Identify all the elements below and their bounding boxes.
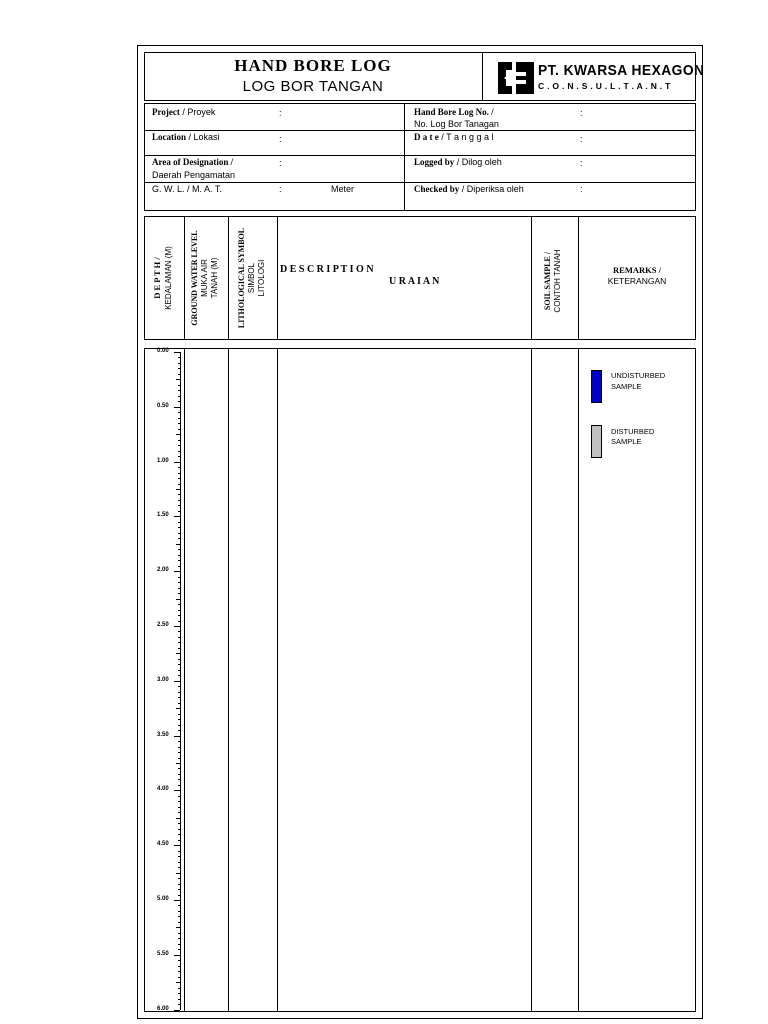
depth-tick-label: 2.00: [157, 567, 169, 574]
depth-header: D E P T H / KEDALAMAN (M): [152, 246, 173, 310]
depth-tick-label: 3.00: [157, 676, 169, 683]
depth-tick: [178, 588, 181, 589]
depth-tick: [178, 675, 181, 676]
depth-tick-label: 5.00: [157, 896, 169, 902]
depth-tick: [178, 533, 181, 534]
depth-tick: [176, 544, 180, 545]
depth-tick: [178, 1004, 181, 1005]
depth-tick: [178, 610, 181, 611]
depth-tick: [174, 626, 180, 627]
depth-tick: [178, 418, 181, 419]
depth-tick: [178, 582, 181, 583]
undisturbed-label-1: UNDISTURBED: [611, 371, 666, 380]
depth-tick: [178, 905, 181, 906]
logged-label: Logged by / Dilog oleh: [414, 157, 502, 167]
logged-colon: :: [580, 158, 583, 168]
undisturbed-label-2: SAMPLE: [611, 382, 642, 391]
depth-tick: [174, 681, 180, 682]
depth-tick: [174, 845, 180, 846]
depth-tick: [178, 993, 181, 994]
depth-tick-label: 4.50: [157, 841, 169, 848]
depth-tick: [178, 456, 181, 457]
depth-tick: [178, 889, 181, 890]
depth-tick: [176, 927, 180, 928]
depth-tick: [176, 379, 180, 380]
depth-tick: [178, 785, 181, 786]
depth-tick: [176, 982, 180, 983]
depth-tick: [178, 851, 181, 852]
depth-tick: [178, 741, 181, 742]
depth-tick-label: 1.00: [157, 457, 169, 464]
disturbed-sample-swatch: [591, 425, 602, 458]
depth-tick: [178, 812, 181, 813]
depth-tick: [178, 966, 181, 967]
depth-tick: [178, 451, 181, 452]
depth-tick: [178, 714, 181, 715]
depth-tick: [178, 922, 181, 923]
description-header: D E S C R I P T I O N: [280, 264, 374, 275]
depth-tick: [178, 878, 181, 879]
col-header-line-3: [277, 216, 278, 340]
depth-tick: [178, 604, 181, 605]
depth-tick: [178, 505, 181, 506]
depth-tick: [178, 631, 181, 632]
depth-tick: [174, 516, 180, 517]
uraian-header: U R A I A N: [389, 276, 440, 287]
depth-tick: [178, 473, 181, 474]
depth-tick: [178, 862, 181, 863]
depth-tick: [178, 494, 181, 495]
checked-label: Checked by / Diperiksa oleh: [414, 184, 524, 194]
depth-tick: [178, 357, 181, 358]
title-divider: [482, 52, 483, 101]
depth-tick: [178, 747, 181, 748]
depth-tick: [178, 385, 181, 386]
soil-sample-header: SOIL SAMPLE / CONTOH TANAH: [543, 249, 562, 313]
col-header-line-2: [228, 216, 229, 340]
depth-tick: [178, 401, 181, 402]
checked-colon: :: [580, 184, 583, 194]
depth-tick: [178, 730, 181, 731]
depth-tick: [178, 412, 181, 413]
depth-tick: [176, 434, 180, 435]
depth-tick: [178, 363, 181, 364]
depth-tick: [178, 779, 181, 780]
depth-tick: [178, 796, 181, 797]
depth-tick: [178, 615, 181, 616]
title-en: HAND BORE LOG: [234, 56, 392, 75]
remarks-header: REMARKS /: [613, 265, 661, 275]
depth-tick: [178, 659, 181, 660]
depth-tick: [178, 484, 181, 485]
depth-tick: [178, 396, 181, 397]
depth-tick: [174, 900, 180, 901]
depth-tick: [178, 884, 181, 885]
logno-label-en: Hand Bore Log No. /: [414, 107, 494, 117]
undisturbed-sample-swatch: [591, 370, 602, 403]
area-colon: :: [279, 158, 282, 168]
gwl-label: G. W. L. / M. A. T.: [152, 184, 222, 194]
depth-tick: [176, 653, 180, 654]
depth-tick-label: 3.50: [157, 731, 169, 738]
date-label: D a t e / T a n g g a l: [414, 132, 494, 142]
depth-tick: [174, 955, 180, 956]
depth-tick-label: 5.50: [157, 950, 169, 957]
body-line-4: [531, 348, 532, 1012]
depth-tick: [178, 829, 181, 830]
depth-tick: [178, 752, 181, 753]
depth-tick: [178, 642, 181, 643]
body-line-3: [277, 348, 278, 1012]
depth-tick: [178, 445, 181, 446]
depth-tick: [178, 834, 181, 835]
project-colon: :: [279, 108, 282, 118]
depth-tick: [178, 648, 181, 649]
depth-tick: [178, 807, 181, 808]
depth-tick: [178, 478, 181, 479]
depth-tick: [178, 664, 181, 665]
depth-tick-label: 6.00: [157, 1005, 169, 1012]
depth-tick: [178, 801, 181, 802]
depth-tick: [178, 467, 181, 468]
depth-tick: [178, 670, 181, 671]
info-divider: [404, 103, 405, 211]
depth-tick: [178, 933, 181, 934]
depth-tick: [178, 374, 181, 375]
depth-tick: [178, 725, 181, 726]
depth-tick: [176, 763, 180, 764]
depth-tick: [178, 390, 181, 391]
date-colon: :: [580, 134, 583, 144]
depth-tick: [176, 489, 180, 490]
depth-tick: [178, 637, 181, 638]
col-header-line-1: [184, 216, 185, 340]
depth-tick: [178, 867, 181, 868]
depth-tick: [178, 686, 181, 687]
body-line-5: [578, 348, 579, 1012]
depth-tick: [176, 708, 180, 709]
location-colon: :: [279, 134, 282, 144]
depth-tick: [178, 895, 181, 896]
depth-tick: [178, 703, 181, 704]
depth-tick: [178, 368, 181, 369]
depth-tick: [178, 560, 181, 561]
project-label: Project / Proyek: [152, 107, 216, 117]
depth-tick: [178, 971, 181, 972]
location-label: Location / Lokasi: [152, 132, 220, 142]
depth-tick: [174, 407, 180, 408]
depth-tick: [178, 719, 181, 720]
depth-tick: [178, 960, 181, 961]
depth-tick: [178, 566, 181, 567]
depth-tick-label: 4.00: [157, 786, 169, 793]
depth-tick: [174, 1010, 180, 1011]
company-subtitle: C . O . N . S . U . L . T . A . N . T: [538, 81, 671, 91]
depth-tick: [178, 555, 181, 556]
depth-tick: [178, 856, 181, 857]
body-line-1: [184, 348, 185, 1012]
gwl-header: GROUND WATER LEVEL MUKA AIR TANAH (M): [190, 230, 219, 326]
depth-tick: [174, 462, 180, 463]
depth-tick: [178, 911, 181, 912]
company-name: PT. KWARSA HEXAGON: [538, 62, 705, 79]
info-row-line-2: [144, 155, 696, 156]
depth-tick: [178, 758, 181, 759]
depth-tick: [178, 692, 181, 693]
title-id: LOG BOR TANGAN: [242, 78, 384, 95]
area-label-id: Daerah Pengamatan: [152, 170, 236, 180]
depth-tick: [174, 736, 180, 737]
info-row-line-3: [144, 182, 696, 183]
depth-tick: [178, 511, 181, 512]
depth-tick: [178, 697, 181, 698]
depth-tick: [178, 593, 181, 594]
depth-tick: [178, 988, 181, 989]
col-header-line-4: [531, 216, 532, 340]
logno-colon: :: [580, 108, 583, 118]
depth-tick: [178, 938, 181, 939]
depth-tick: [174, 352, 180, 353]
depth-tick: [178, 949, 181, 950]
gwl-colon: :: [279, 184, 282, 194]
depth-tick: [178, 577, 181, 578]
depth-tick: [178, 423, 181, 424]
depth-tick-label: 0.00: [157, 348, 169, 354]
depth-tick: [178, 768, 181, 769]
depth-tick: [178, 823, 181, 824]
body-line-2: [228, 348, 229, 1012]
depth-tick: [178, 944, 181, 945]
depth-tick: [178, 440, 181, 441]
keterangan-header: KETERANGAN: [607, 276, 667, 286]
depth-tick: [178, 527, 181, 528]
depth-tick: [176, 873, 180, 874]
depth-tick: [178, 549, 181, 550]
depth-tick: [178, 522, 181, 523]
area-label-en: Area of Designation /: [152, 157, 234, 167]
depth-tick: [178, 538, 181, 539]
depth-tick-label: 1.50: [157, 512, 169, 519]
disturbed-label-2: SAMPLE: [611, 437, 642, 446]
depth-tick-label: 0.50: [157, 402, 169, 409]
depth-tick: [178, 916, 181, 917]
depth-tick: [178, 999, 181, 1000]
depth-tick: [176, 818, 180, 819]
depth-tick: [174, 571, 180, 572]
depth-axis: [180, 352, 181, 1010]
depth-tick: [178, 977, 181, 978]
depth-tick: [178, 500, 181, 501]
depth-tick: [176, 599, 180, 600]
depth-tick: [178, 429, 181, 430]
gwl-unit: Meter: [331, 184, 355, 194]
litho-header: LITHOLOGICAL SYMBOL SIMBOL LITOLOGI: [237, 227, 266, 329]
company-logo-icon: [498, 62, 534, 94]
log-body-block: [144, 348, 696, 1012]
depth-tick-label: 2.50: [157, 622, 169, 628]
depth-tick: [178, 774, 181, 775]
info-row-line-1: [144, 130, 696, 131]
depth-tick: [178, 621, 181, 622]
logno-label-id: No. Log Bor Tanagan: [414, 119, 499, 129]
disturbed-label-1: DISTURBED: [611, 427, 655, 436]
depth-tick: [174, 790, 180, 791]
depth-tick: [178, 840, 181, 841]
